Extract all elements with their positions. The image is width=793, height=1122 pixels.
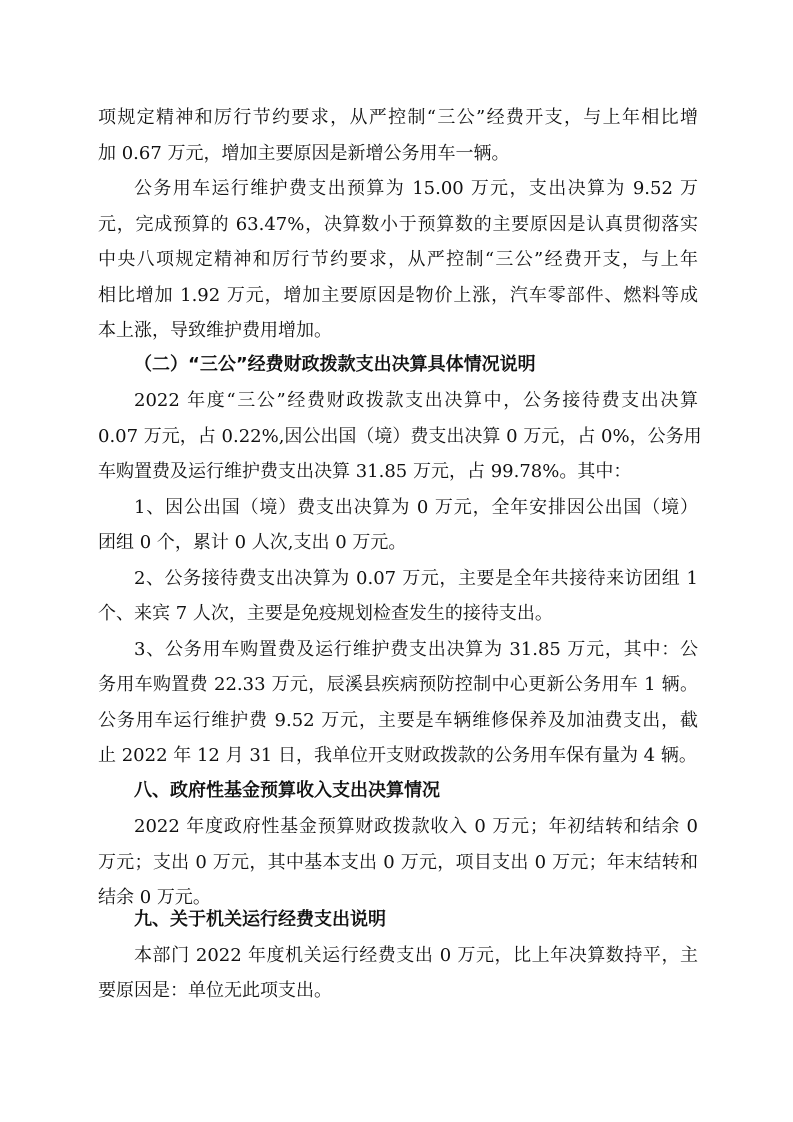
- list-item-line: 个、来宾 7 人次，主要是免疫规划检查发生的接待支出。: [98, 603, 553, 624]
- paragraph-line: 0.07 万元，占 0.22%,因公出国（境）费支出决算 0 万元，占 0%，公务用: [98, 426, 702, 447]
- section-heading-government-fund: 八、政府性基金预算收入支出决算情况: [134, 780, 440, 801]
- paragraph-line: 2022 年度政府性基金预算财政拨款收入 0 万元；年初结转和结余 0: [134, 816, 698, 837]
- list-item-line: 3、公务用车购置费及运行维护费支出决算为 31.85 万元，其中：公: [134, 639, 698, 660]
- paragraph-line: 2022 年度“三公”经费财政拨款支出决算中，公务接待费支出决算: [134, 390, 698, 411]
- paragraph-line: 车购置费及运行维护费支出决算 31.85 万元，占 99.78%。其中：: [98, 461, 632, 482]
- paragraph-line: 公务用车运行维护费支出预算为 15.00 万元，支出决算为 9.52 万: [134, 178, 698, 199]
- paragraph-line: 要原因是：单位无此项支出。: [98, 980, 332, 1001]
- list-item-line: 1、因公出国（境）费支出决算为 0 万元，全年安排因公出国（境）: [134, 497, 698, 518]
- paragraph-line: 本部门 2022 年度机关运行经费支出 0 万元，比上年决算数持平，主: [134, 945, 698, 966]
- list-item-line: 2、公务接待费支出决算为 0.07 万元，主要是全年共接待来访团组 1: [134, 568, 698, 589]
- paragraph-line: 项规定精神和厉行节约要求，从严控制“三公”经费开支，与上年相比增: [98, 107, 698, 128]
- paragraph-line: 元，完成预算的 63.47%，决算数小于预算数的主要原因是认真贯彻落实: [98, 214, 698, 235]
- paragraph-line: 相比增加 1.92 万元，增加主要原因是物价上涨，汽车零部件、燃料等成: [98, 285, 698, 306]
- list-item-line: 团组 0 个，累计 0 人次,支出 0 万元。: [98, 532, 407, 553]
- section-heading-operating-expenses: 九、关于机关运行经费支出说明: [134, 909, 386, 930]
- section-heading-san-gong: （二）“三公”经费财政拨款支出决算具体情况说明: [134, 354, 536, 375]
- list-item-line: 务用车购置费 22.33 万元，辰溪县疾病预防控制中心更新公务用车 1 辆。: [98, 674, 698, 695]
- paragraph-line: 中央八项规定精神和厉行节约要求，从严控制“三公”经费开支，与上年: [98, 249, 698, 270]
- paragraph-line: 加 0.67 万元，增加主要原因是新增公务用车一辆。: [98, 143, 510, 164]
- paragraph-line: 结余 0 万元。: [98, 887, 211, 908]
- paragraph-line: 万元；支出 0 万元，其中基本支出 0 万元，项目支出 0 万元；年末结转和: [98, 852, 698, 873]
- paragraph-line: 本上涨，导致维护费用增加。: [98, 320, 332, 341]
- list-item-line: 止 2022 年 12 月 31 日，我单位开支财政拨款的公务用车保有量为 4 辆。: [98, 745, 697, 766]
- list-item-line: 公务用车运行维护费 9.52 万元，主要是车辆维修保养及加油费支出，截: [98, 710, 698, 731]
